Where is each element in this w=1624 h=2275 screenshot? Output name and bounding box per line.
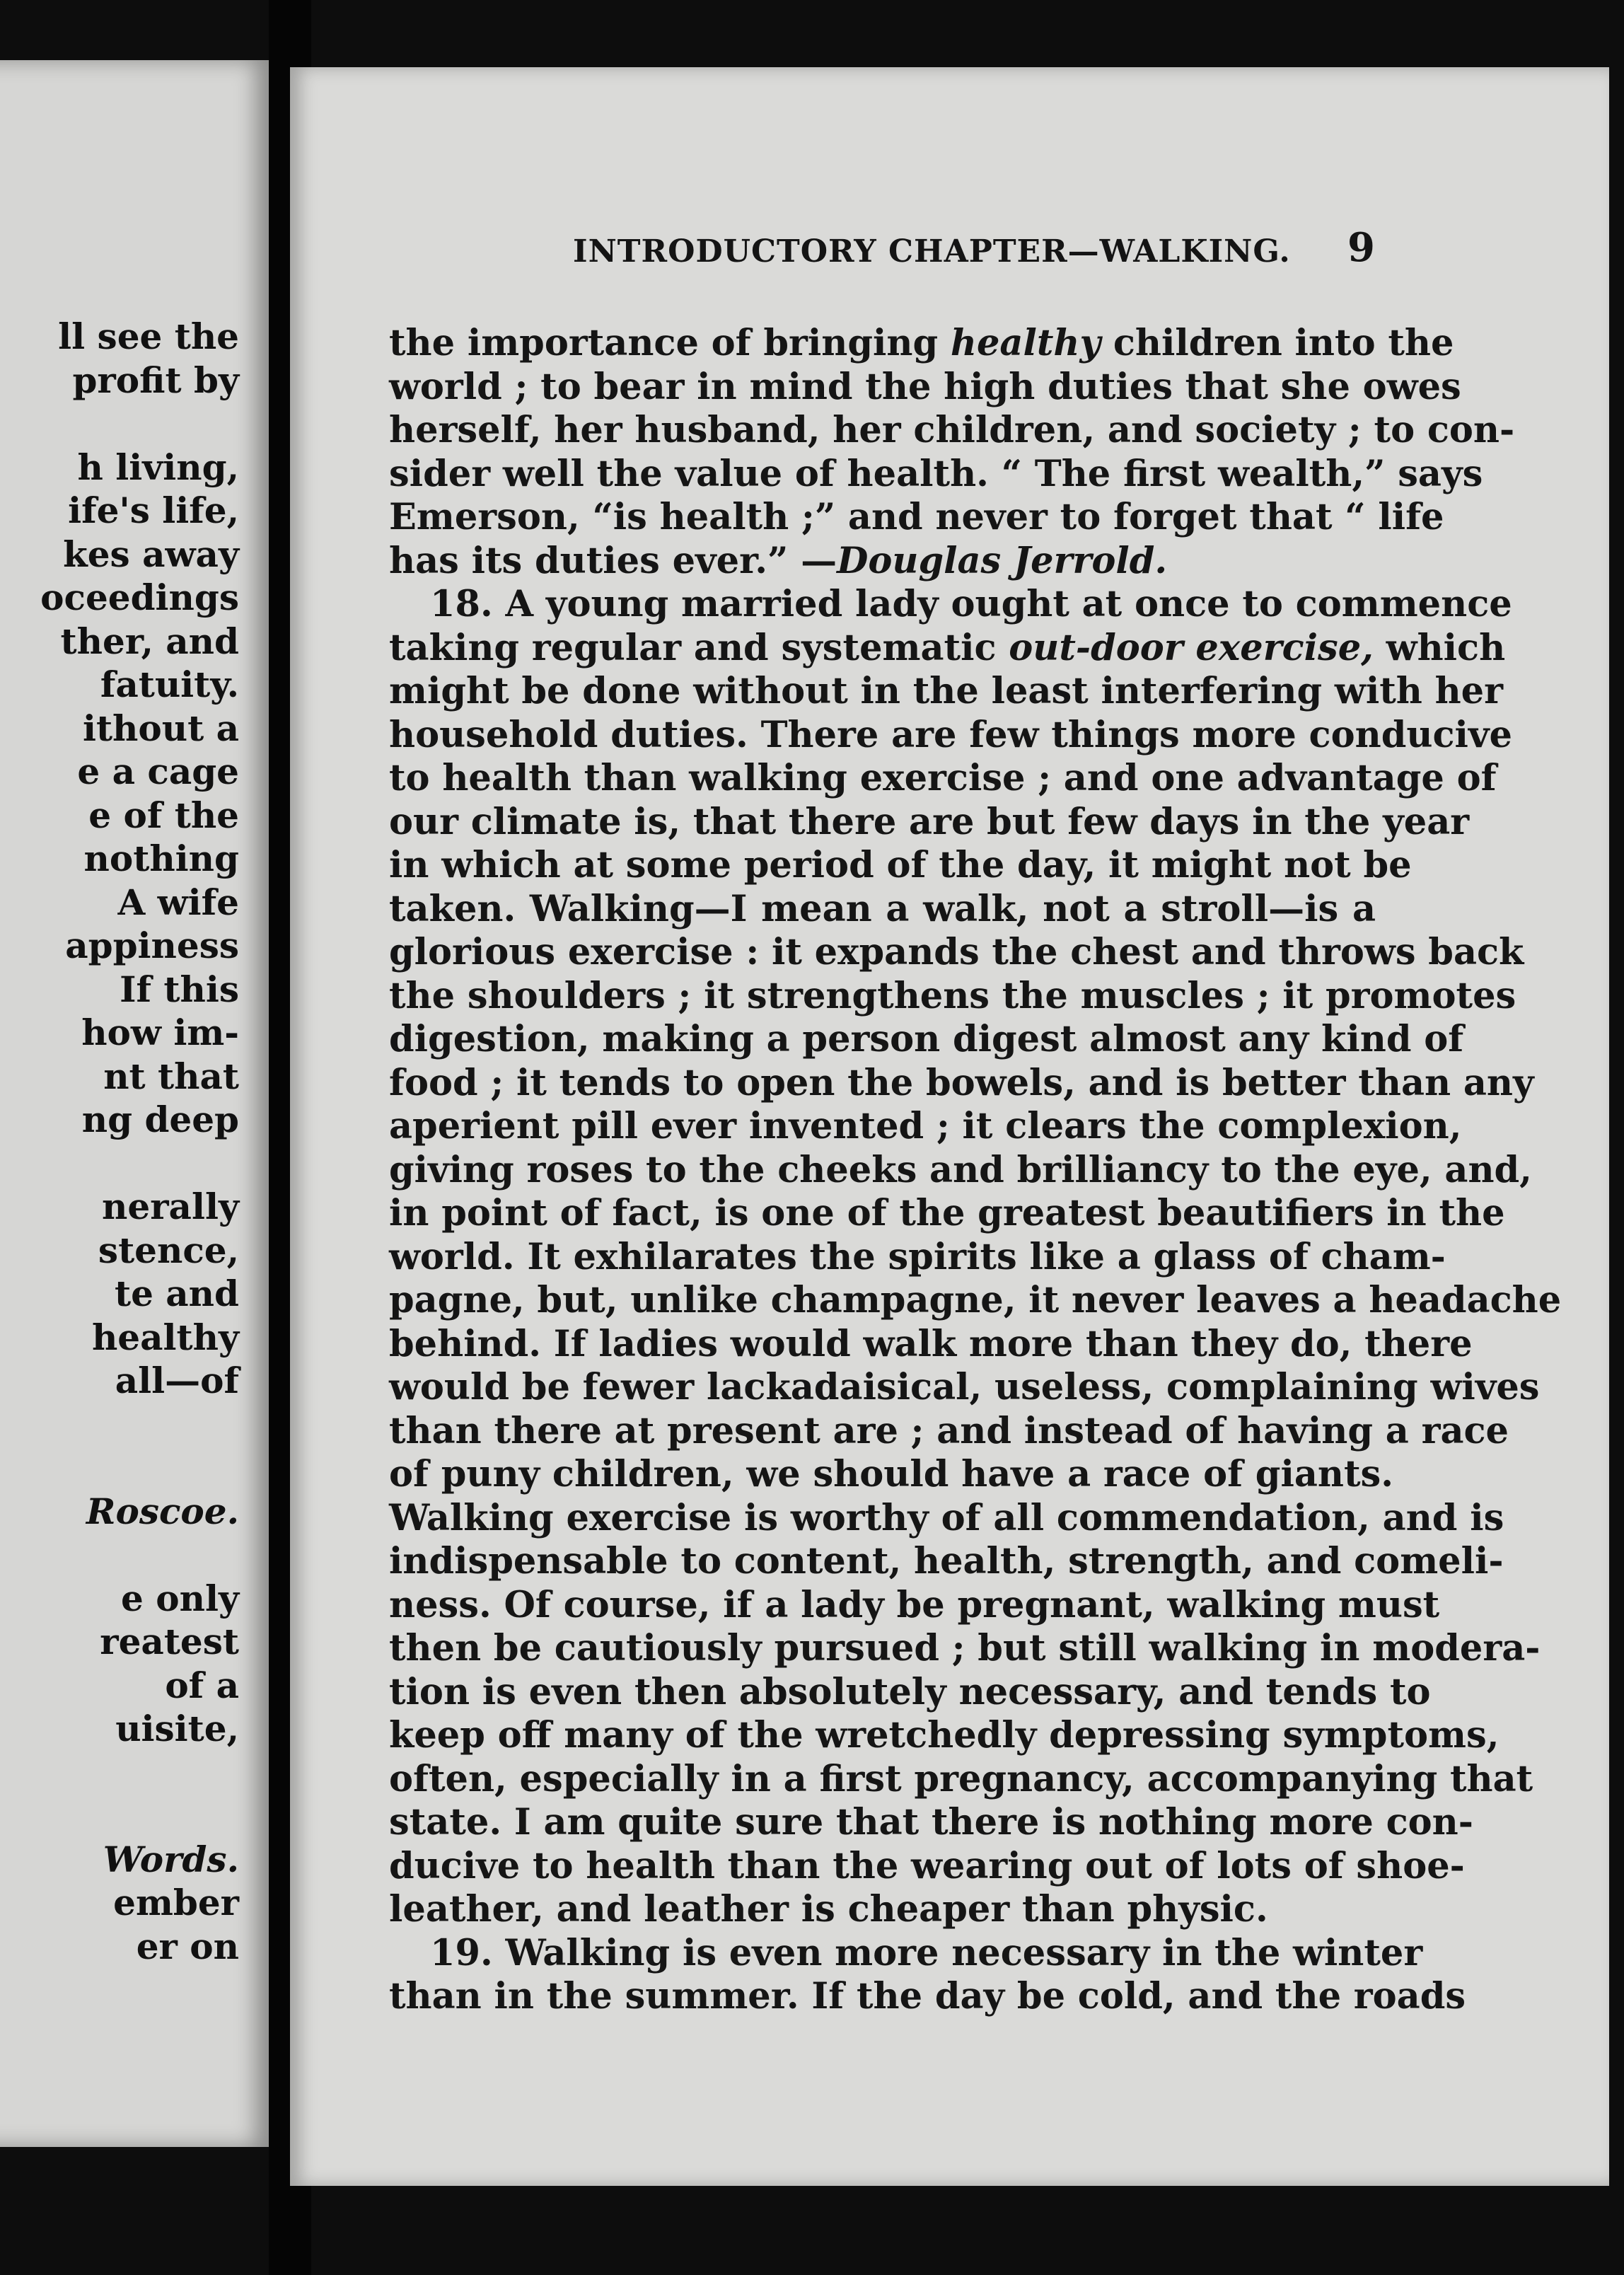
body-text: [389, 322, 1562, 2019]
left-page-line: ther, and: [60, 620, 239, 662]
left-page-line: reatest: [100, 1621, 239, 1662]
left-page-line: of a: [165, 1664, 239, 1706]
text-line: indispensable to content, health, strength, and comeli-: [389, 1540, 1504, 1582]
left-page-line: ife's life,: [68, 490, 239, 531]
text-line: might be done without in the least interfering with her: [389, 670, 1503, 712]
text-line: would be fewer lackadaisical, useless, complaining wives: [389, 1366, 1540, 1408]
text-line: sider well the value of health. “ The first wealth,” says: [389, 452, 1483, 495]
left-page-line: kes away: [63, 533, 239, 575]
text-line: than in the summer. If the day be cold, and the roads: [389, 1975, 1466, 2018]
left-page-line: ng deep: [81, 1099, 239, 1140]
left-page-line: ithout a: [82, 707, 239, 749]
running-head: INTRODUCTORY CHAPTER—WALKING.: [573, 233, 1291, 270]
left-page-line: uisite,: [115, 1708, 239, 1749]
text-line: keep off many of the wretchedly depressing symptoms,: [389, 1714, 1500, 1756]
left-page-line: fatuity.: [100, 664, 239, 705]
text-line: state. I am quite sure that there is nothing more con-: [389, 1801, 1473, 1843]
left-page-line: nerally: [102, 1186, 239, 1227]
text-line: taken. Walking—I mean a walk, not a stroll—is a: [389, 887, 1376, 930]
text-line: digestion, making a person digest almost any kind of: [389, 1018, 1464, 1060]
left-page-line: [40, 1403, 239, 1447]
left-page-text-column: [40, 315, 239, 1968]
text-line: in point of fact, is one of the greatest beautifiers in the: [389, 1192, 1505, 1234]
left-page-line: appiness: [65, 925, 239, 966]
main-page: [290, 67, 1609, 2186]
text-line: behind. If ladies would walk more than they do, there: [389, 1322, 1473, 1365]
text-line: Emerson, “is health ;” and never to forget that “ life: [389, 496, 1444, 538]
left-page-line: h living,: [77, 446, 239, 488]
paragraph-18-first-line: 18. A young married lady ought at once to commence: [430, 583, 1512, 625]
left-page-line: [40, 1142, 239, 1186]
left-page-line: stence,: [98, 1229, 239, 1271]
text-line: household duties. There are few things more conducive: [389, 713, 1512, 756]
text-line: ness. Of course, if a lady be pregnant, walking must: [389, 1583, 1440, 1626]
text-line: Walking exercise is worthy of all commendation, and is: [389, 1496, 1504, 1539]
left-page-line: [40, 1751, 239, 1795]
text-line: herself, her husband, her children, and society ; to con-: [389, 409, 1515, 451]
text-line: often, especially in a first pregnancy, accompanying that: [389, 1757, 1533, 1800]
text-line: has its duties ever.” —Douglas Jerrold.: [389, 539, 1168, 582]
emphasis-healthy: healthy: [950, 322, 1101, 364]
paragraph-19-first-line: 19. Walking is even more necessary in the winter: [430, 1931, 1423, 1974]
left-page-line: nt that: [103, 1055, 239, 1097]
text-line: the shoulders ; it strengthens the muscles ; it promotes: [389, 974, 1516, 1017]
text-line: than there at present are ; and instead of having a race: [389, 1409, 1509, 1452]
left-page-line: oceedings: [40, 577, 239, 618]
left-page-line: profit by: [72, 359, 239, 401]
left-page-line: Words.: [103, 1838, 239, 1880]
text-line: glorious exercise : it expands the chest and throws back: [389, 931, 1524, 973]
left-page-line: e only: [121, 1577, 239, 1619]
left-page-line: how im-: [81, 1012, 239, 1053]
text-line: ducive to health than the wearing out of lots of shoe-: [389, 1844, 1465, 1887]
left-page-line: all—of: [115, 1360, 239, 1401]
text-line: pagne, but, unlike champagne, it never leaves a headache: [389, 1279, 1562, 1321]
left-page-line: nothing: [83, 838, 239, 879]
left-page-line: [40, 1533, 239, 1577]
page-number: 9: [1347, 224, 1375, 271]
left-facing-page: [0, 60, 269, 2147]
text-line: world. It exhilarates the spirits like a glass of cham-: [389, 1235, 1446, 1278]
text-line: taking regular and systematic out-door exercise, which: [389, 626, 1506, 669]
text-line: aperient pill ever invented ; it clears the complexion,: [389, 1105, 1462, 1147]
text-line: food ; it tends to open the bowels, and is better than any: [389, 1061, 1534, 1104]
text-line: leather, and leather is cheaper than physic.: [389, 1888, 1268, 1930]
text-line: to health than walking exercise ; and one advantage of: [389, 757, 1497, 799]
attribution-author: Douglas Jerrold.: [837, 539, 1168, 582]
text-line: giving roses to the cheeks and brilliancy to the eye, and,: [389, 1148, 1532, 1191]
left-page-line: healthy: [91, 1316, 239, 1358]
left-page-line: Roscoe.: [86, 1490, 239, 1532]
left-page-line: [40, 1446, 239, 1490]
text-line: the importance of bringing healthy children into the: [389, 322, 1454, 364]
left-page-line: [40, 1794, 239, 1838]
left-page-line: e of the: [88, 794, 239, 836]
left-page-line: e a cage: [77, 751, 239, 792]
text-line: in which at some period of the day, it might not be: [389, 844, 1412, 886]
left-page-line: A wife: [117, 881, 239, 923]
left-page-line: er on: [136, 1925, 239, 1967]
text-line: then be cautiously pursued ; but still walking in modera-: [389, 1627, 1541, 1669]
left-page-line: [40, 402, 239, 446]
left-page-line: If this: [120, 968, 239, 1010]
emphasis-outdoor-exercise: out-door exercise,: [1009, 626, 1374, 669]
left-page-line: ember: [113, 1882, 239, 1923]
text-line: world ; to bear in mind the high duties that she owes: [389, 365, 1461, 408]
left-page-line: te and: [114, 1273, 239, 1314]
text-line: our climate is, that there are but few days in the year: [389, 800, 1470, 843]
left-page-line: ll see the: [58, 316, 239, 357]
text-line: tion is even then absolutely necessary, and tends to: [389, 1670, 1431, 1713]
text-line: of puny children, we should have a race of giants.: [389, 1453, 1393, 1495]
